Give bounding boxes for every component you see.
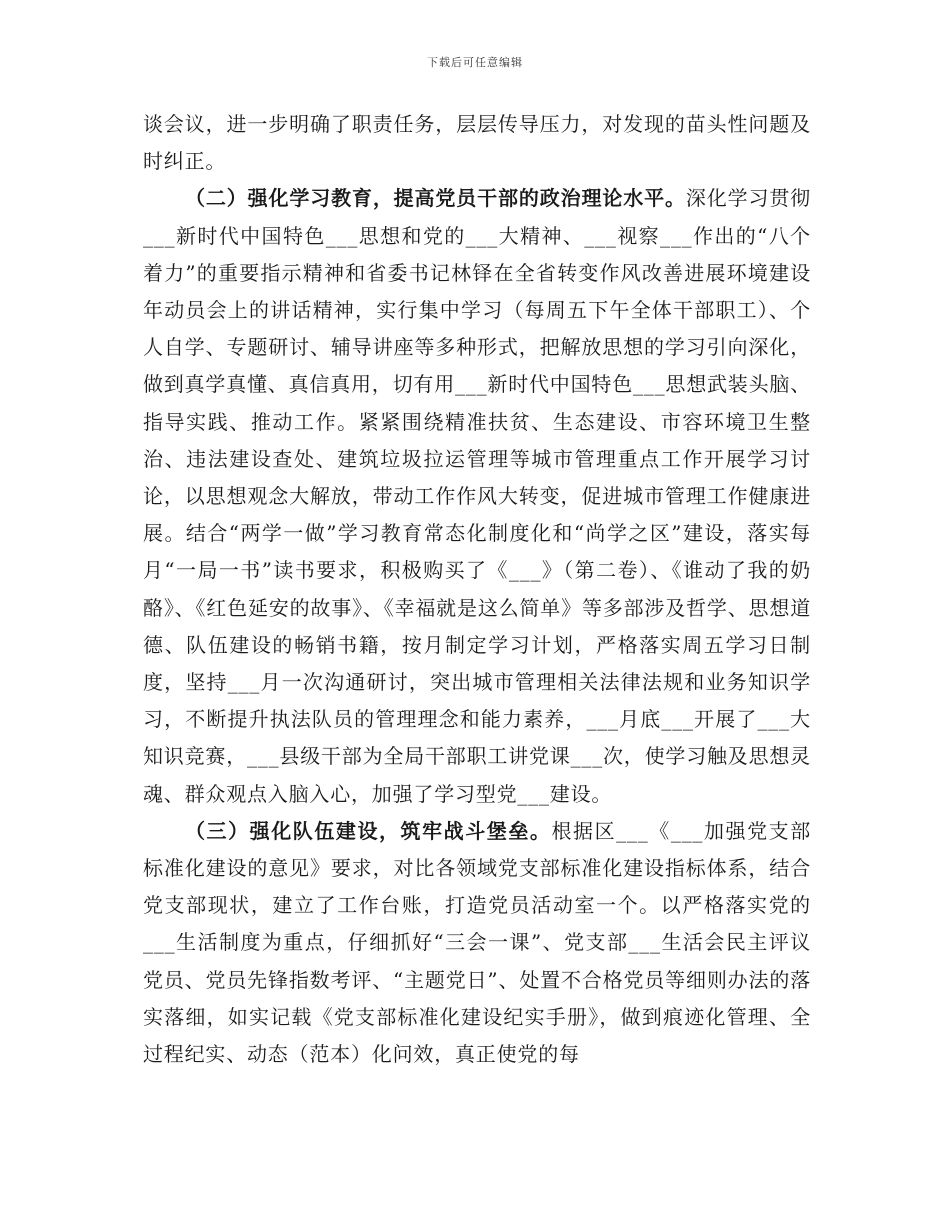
paragraph-study-education	[143, 180, 811, 812]
paragraph-team-building	[143, 813, 811, 1073]
page-header: 下载后可任意编辑	[427, 56, 523, 69]
paragraph-text: 深化学习贯彻___新时代中国特色___思想和党的___大精神、___视察___作出的“八个着力”的重要指示精神和省委书记林铎在全省转变作风改善进展环境建设年动员会上的讲话精神，实行集中学习（每周五下午全体干部职工）、个人自学、专题研讨、辅导讲座等多种形式，把解放思想的学习引向深化，做到真学真懂、真信真用，切有用___新时代中国特色___思想武装头脑、指导实践、推动工作。紧紧围绕精准扶贫、生态建设、市容环境卫生整治、违法建设查处、建筑垃圾拉运管理等城市管理重点工作开展学习讨论，以思想观念大解放，带动工作作风大转变，促进城市管理工作健康进展。结合“两学一做”学习教育常态化制度化和“尚学之区”建设，落实每月“一局一书”读书要求，积极购买了《___》（第二卷）、《谁动了我的奶酪》、《红色延安的故事》、《幸福就是这么简单》等多部涉及哲学、思想道德、队伍建设的畅销书籍，按月制定学习计划，严格落实周五学习日制度，坚持___月一次沟通研讨，突出城市管理相关法律法规和业务知识学习，不断提升执法队员的管理理念和能力素养，___月底___开展了___大知识竞赛，___县级干部为全局干部职工讲党课___次，使学习触及思想灵魂、群众观点入脑入心，加强了学习型党___建设。	[143, 186, 811, 806]
document-body	[143, 106, 811, 1073]
paragraph-continuation	[143, 106, 811, 180]
paragraph-text: 谈会议，进一步明确了职责任务，层层传导压力，对发现的苗头性问题及时纠正。	[143, 112, 811, 174]
section-heading-3: （三）强化队伍建设，筑牢战斗堡垒。	[185, 818, 552, 843]
section-heading-2: （二）强化学习教育，提高党员干部的政治理论水平。	[185, 186, 686, 211]
paragraph-text: 根据区___《___加强党支部标准化建设的意见》要求，对比各领域党支部标准化建设指标体系，结合党支部现状，建立了工作台账，打造党员活动室一个。以严格落实党的___生活制度为重点，仔细抓好“三会一课”、党支部___生活会民主评议党员、党员先锋指数考评、“主题党日”、处置不合格党员等细则办法的落实落细，如实记载《党支部标准化建设纪实手册》，做到痕迹化管理、全过程纪实、动态（范本）化问效，真正使党的每	[143, 818, 812, 1067]
